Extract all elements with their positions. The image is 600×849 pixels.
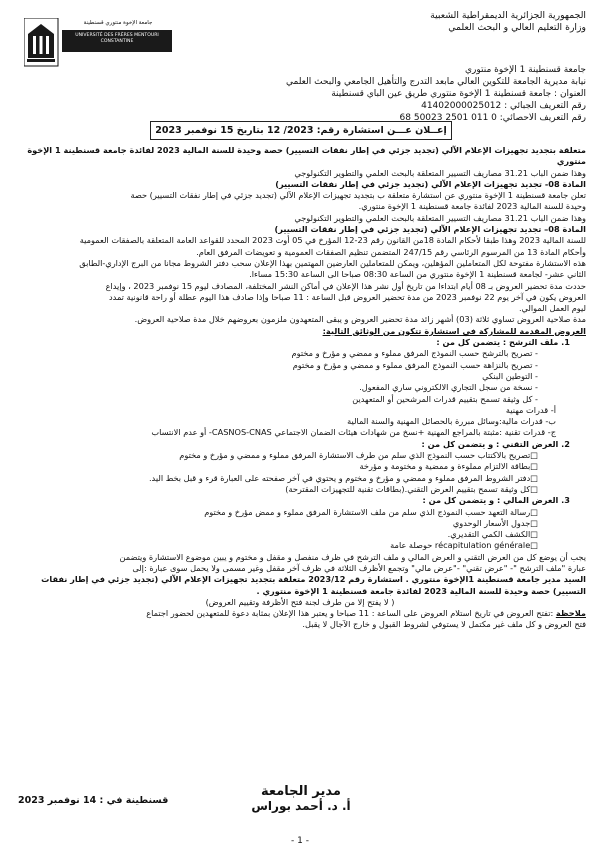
stat-number: 68 50023 2501 011 0 — [399, 113, 497, 123]
intro-chapter: وهذا ضمن الباب 31.21 مصاريف التسيير المتعلقة بالبحث العلمي والتطوير التكنولوجي — [294, 167, 586, 178]
closing-line-1: يجب أن يوضع كل من العرض التقني و العرض المالي و ملف الترشح في ظرف منفصل و مقفل و مختوم و يبين موضوع الاستشارة ويتضمن — [119, 551, 586, 562]
open-line-2: الثاني عشر- لجامعة قسنطينة 1 الإخوة منتوري من الساعة 08:30 صباحا الى الساعة 15:30 مساءا. — [249, 269, 586, 280]
list-item: □ جدول الأسعار الوحدوي — [14, 518, 586, 529]
list-item: - نسخة من سجل التجاري الالكتروني ساري المفعول. — [14, 382, 586, 393]
tax-label: رقم التعريف الجبائي : — [504, 101, 586, 111]
note-line-1: :تفتح العروض في تاريخ استلام العروض على الساعة : 11 صباحا و يعتبر هذا الإعلان بمثابة دعوة للمتعهدين لحضور اجتماع — [146, 608, 554, 619]
intro-article-title: المادة 08- تجديد تجهيزات الإعلام الآلي (تجديد جزئي في إطار نفقات التسيير) — [275, 178, 586, 189]
financial-heading: 3. العرض المالي : و يتضمن كل من : — [422, 495, 570, 506]
legal-line-2: وأحكام المادة 13 من المرسوم الرئاسي رقم 247/15 المتضمن تنظيم الصفقات العمومية و تعويضات المرفق العام. — [196, 246, 586, 257]
signature-block — [196, 784, 406, 813]
intro-subject: متعلقة بتجديد تجهيزات الإعلام الآلي (تجديد جزئي في إطار نفقات التسيير) حصة وحيدة للسنة المالية 2023 لفائدة جامعة قسنطينة 1 الإخوة منتوري — [27, 145, 586, 167]
logo-french-text: UNIVERSITÉ DES FRÈRES MENTOURI CONSTANTINE — [75, 33, 159, 44]
deadline-line-1: حددت مدة تحضير العروض بـ 08 أيام ابتداءا من تاريخ أول نشر هذا الإعلان في أماكن النشر المختلفة، المصادف ليوم 15 نوفمبر 2023 ، وإيداع — [105, 280, 586, 291]
university-name: جامعة قسنطينة 1 الإخوة منتوري — [464, 65, 586, 75]
closing-line-4: التسيير) حصة وحيدة للسنة المالية 2023 لفائدة جامعة قسنطينة 1 الإخوة منتوري . — [256, 585, 586, 596]
list-item: □ كل وثيقة تسمح بتقييم العرض التقني.(بطاقات تقنية للتجهيزات المقترحة) — [14, 484, 586, 495]
announce-line-2: وحيدة للسنة المالية 2023 لفائدة جامعة قسنطينة 1 الإخوة منتوري. — [358, 201, 586, 212]
list-item: □ رسالة التعهد حسب النموذج الذي سلم من ملف الاستشارة المرفق مملوء و ممض مؤرخ و مختوم — [14, 507, 586, 518]
deadline-line-2: العروض يكون في آخر يوم 22 نوفمبر 2023 من مدة تحضير العروض قبل الساعة : 11 صباحا وإذا صادف هذا اليوم عطلة أو راحة قانونية تمدد — [109, 291, 586, 302]
list-item: □ الكشف الكمي التقديري. — [14, 529, 586, 540]
announcement-title: إعــلان عـــن استشارة رقم: 2023/ 12 بتاريخ 15 نوفمبر 2023 — [155, 125, 447, 136]
tax-id — [86, 100, 586, 112]
list-item: □ تصريح بالاكتتاب حسب النموذج الذي سلم من طرف الاستشارة المرفق مملوء و ممضي و مؤرخ و مختوم — [14, 450, 586, 461]
signature-title: مدير الجامعة — [261, 784, 341, 799]
list-item: - التوطين البنكي — [14, 371, 586, 382]
docs-heading: العروض المقدمة للمشاركة في استشارة تتكون من الوثائق التالية: — [322, 325, 586, 336]
legal-line-1: للسنة المالية 2023 وهذا طبقا لأحكام المادة 18من القانون رقم 23-12 المؤرخ في 05 أوت 2023 المحدد للقواعد العامة المتعلقة بالصفقات العمومية — [79, 235, 586, 246]
list-item: □ بطاقة الالتزام مملوءة و ممضية و مختومة و مؤرخة — [14, 461, 586, 472]
header — [256, 10, 586, 34]
closing-line-5: ( لا يفتح إلا من طرف لجنة فتح الأظرفة وتقييم العروض) — [205, 596, 395, 607]
article-line-2: المادة 08– تجديد تجهيزات الإعلام الآلي (تجديد جزئي في إطار نفقات التسيير) — [274, 224, 586, 235]
tax-number: 41402000025012 — [421, 101, 502, 111]
directorate: نيابة مديرية الجامعة للتكوين العالي مابعد التدرج والتأهيل الجامعي والبحث العلمي — [286, 77, 586, 87]
list-item: - كل وثيقة تسمح بتقييم قدرات المرشحين أو المتعهدين — [14, 394, 586, 405]
logo-arabic-text: جامعة الإخوة منتوري قسنطينة — [83, 20, 153, 26]
announcement-title-box — [150, 121, 452, 140]
deadline-line-3: ليوم العمل الموالي. — [518, 303, 586, 314]
document-body — [14, 145, 586, 631]
address: العنوان : جامعة قسنطينة 1 الإخوة منتوري طريق عين الباي قسنطينة — [331, 89, 586, 99]
university-logo — [24, 18, 174, 70]
candidature-heading: 1. ملف الترشح : يتضمن كل من : — [436, 337, 570, 348]
technical-heading: 2. العرض التقني : و يتضمن كل من : — [421, 438, 570, 449]
list-item: - تصريح بالنزاهة حسب النموذج المرفق مملوء و ممضي و مؤرخ و مختوم — [14, 360, 586, 371]
footer-date: قسنطينة في : 14 نوفمبر 2023 — [18, 795, 169, 806]
open-line-1: هذه الاستشارة مفتوحة لكل المتعاملين المؤهلين، ويمكن للمتعاملين العارضين المهتمين بهذا الإعلان سحب دفتر الشروط مجانا من البرج الإداري-الطابق — [79, 257, 586, 268]
note-line-2: فتح العروض و كل ملف غير مكتمل لا يستوفي لشروط القبول و خارج الآجال لا يقبل. — [302, 619, 586, 630]
list-item: □ récapitulation générale حوصلة عامة — [14, 540, 586, 551]
ministry-name: وزارة التعليم العالي و البحث العلمي — [448, 22, 586, 33]
stat-label: رقم التعريف الاحصائي: — [499, 113, 586, 123]
validity-line: مدة صلاحية العروض تساوي ثلاثة (03) أشهر زائد مدة تحضير العروض و يبقى المتعهدون ملزمون بعروضهم خلال مدة صلاحية العروض. — [134, 314, 586, 325]
note-label: ملاحظة — [555, 608, 586, 619]
closing-line-3: السيد مدير جامعة قسنطينة 1الإخوة منتوري . استشارة رقم 2023/12 متعلقة بتجديد تجهيزات الإعلام الآلي (تجديد جزئي في إطار نفقات — [41, 574, 586, 585]
announce-line-1: تعلن جامعة قسنطينة 1 الإخوة منتوري عن استشارة متعلقة ب بتجديد تجهيزات الإعلام الآلي (تجديد جزئي في إطار نفقات التسيير) حصة — [130, 190, 586, 201]
capacity-item: ب- قدرات مالية:وسائل مبررة بالحصائل المهنية والسنة المالية — [347, 416, 556, 427]
capacity-item: ج- قدرات تقنية :مثبتة بالمراجع المهنية +نسخ من شهادات هيئات الضمان الاجتماعي CASNOS-CNAS- أو عدم الانتساب — [151, 427, 556, 438]
closing-line-2: عبارة "ملف الترشح "- "عرض تقني" -"عرض مالي" وتجمع الأظرف الثلاثة في ظرف آخر مقفل وغير مسمى ولا يحمل سوى عبارة :إلى — [132, 562, 586, 573]
page-number: - 1 - — [291, 836, 309, 846]
signature-name: أ. د. أحمد بوراس — [251, 799, 351, 813]
chapter-line-2: وهذا ضمن الباب 31.21 مصاريف التسيير المتعلقة بالبحث العلمي والتطوير التكنولوجي — [294, 212, 586, 223]
list-item: □ دفتر الشروط المرفق مملوء و ممضي و مؤرخ و مختوم و يحتوي في آخر صفحته على العبارة قرء و قبل بخط اليد. — [14, 473, 586, 484]
list-item: - تصريح بالترشح حسب النموذج المرفق مملوء و ممضي و مؤرخ و مختوم — [14, 348, 586, 359]
capacity-item: أ- قدرات مهنية — [505, 404, 556, 415]
institution-info — [86, 64, 586, 124]
republic-name: الجمهورية الجزائرية الديمقراطية الشعبية — [430, 10, 586, 21]
